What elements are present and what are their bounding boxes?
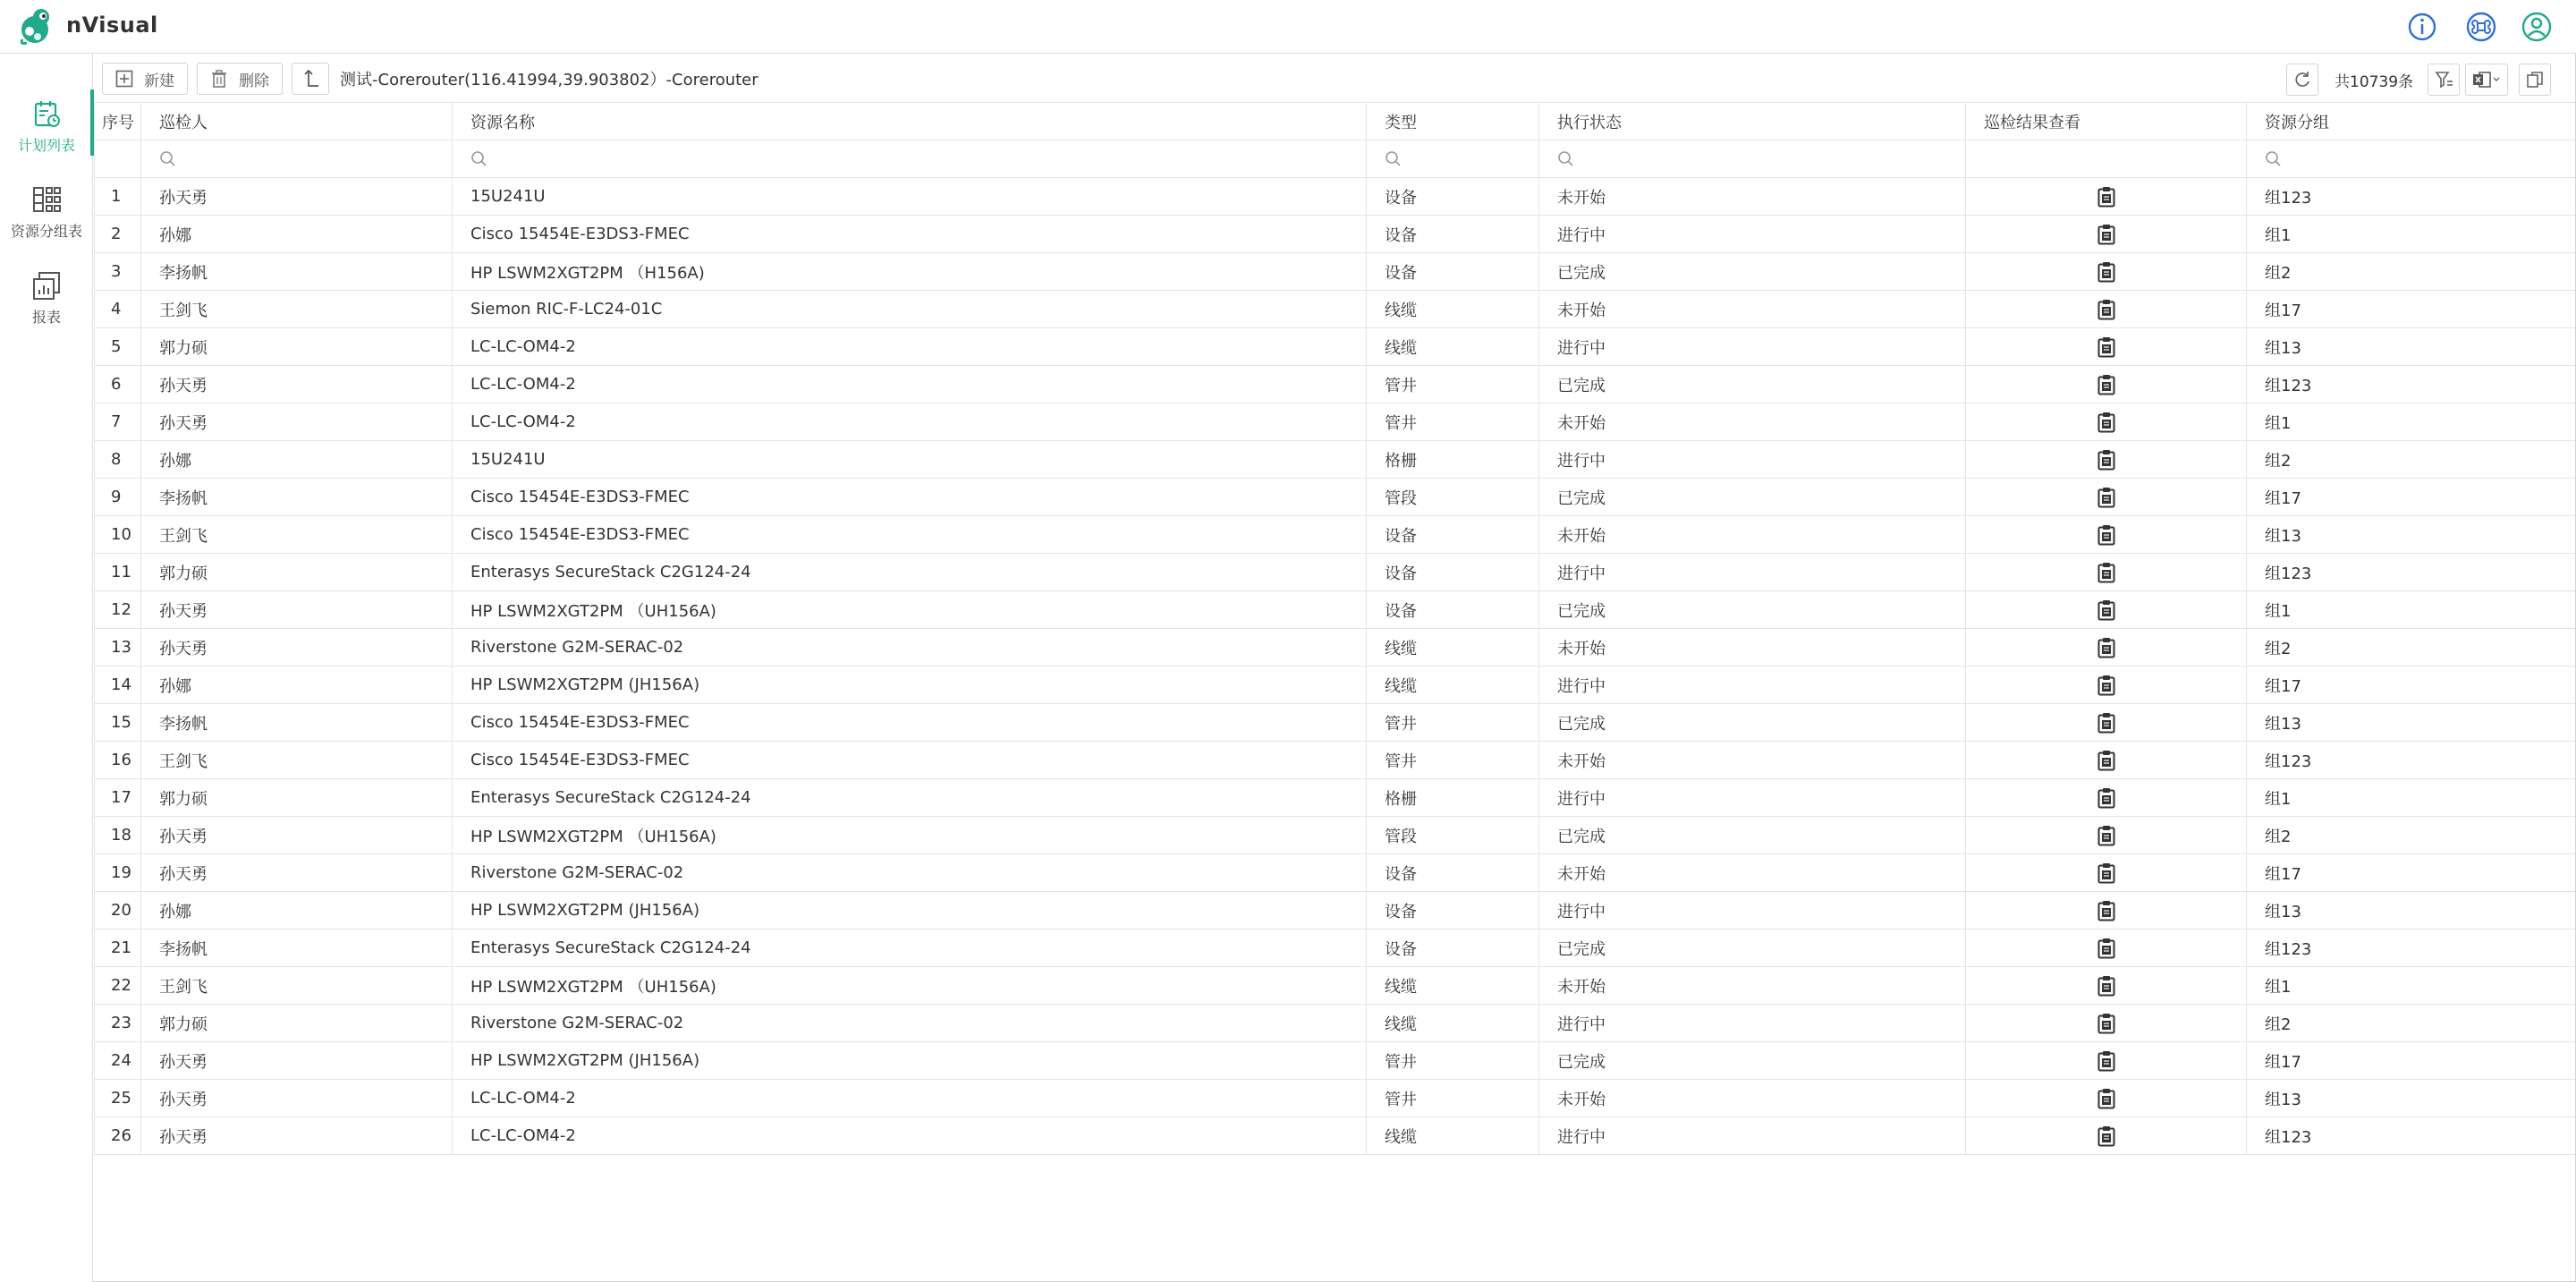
search-icon bbox=[1557, 150, 1575, 168]
view-result-button[interactable] bbox=[1966, 892, 2247, 930]
table-filter-row bbox=[95, 140, 2575, 178]
table-row[interactable] bbox=[95, 854, 2575, 892]
inspector-name: 孙娜 bbox=[141, 892, 453, 930]
resource-group: 组13 bbox=[2247, 704, 2575, 742]
resource-group: 组123 bbox=[2247, 554, 2575, 591]
sidebar-item-label: 计划列表 bbox=[17, 137, 75, 154]
resource-group: 组123 bbox=[2247, 1117, 2575, 1155]
row-index: 4 bbox=[95, 291, 141, 328]
view-result-button[interactable] bbox=[1966, 629, 2247, 666]
status-filter-input[interactable] bbox=[1539, 140, 1966, 178]
column-header[interactable]: 资源名称 bbox=[453, 103, 1367, 140]
row-index: 15 bbox=[95, 704, 141, 742]
column-header[interactable]: 巡检人 bbox=[141, 103, 453, 140]
resource-type: 设备 bbox=[1367, 892, 1539, 930]
view-result-button[interactable] bbox=[1966, 516, 2247, 554]
execution-status: 进行中 bbox=[1539, 441, 1966, 479]
filter-icon bbox=[2434, 70, 2453, 89]
clipboard-icon bbox=[2097, 637, 2116, 658]
execution-status: 已完成 bbox=[1539, 817, 1966, 854]
table-row[interactable] bbox=[95, 441, 2575, 479]
row-index: 13 bbox=[95, 629, 141, 666]
type-filter-input[interactable] bbox=[1367, 140, 1539, 178]
inspector-name: 王剑飞 bbox=[141, 967, 453, 1005]
table-row[interactable] bbox=[95, 216, 2575, 253]
filter-cell-empty bbox=[1966, 140, 2247, 178]
inspector-name: 孙娜 bbox=[141, 441, 453, 479]
resource-type: 设备 bbox=[1367, 854, 1539, 892]
toolbar bbox=[93, 54, 2576, 102]
resource-type: 设备 bbox=[1367, 516, 1539, 554]
inspector-name: 郭力硕 bbox=[141, 779, 453, 817]
view-result-button[interactable] bbox=[1966, 366, 2247, 403]
table-row[interactable] bbox=[95, 930, 2575, 967]
execution-status: 进行中 bbox=[1539, 216, 1966, 253]
inspector-name: 郭力硕 bbox=[141, 1005, 453, 1042]
table-row[interactable] bbox=[95, 1005, 2575, 1042]
resource-name: Cisco 15454E-E3DS3-FMEC bbox=[453, 216, 1367, 253]
clipboard-icon bbox=[2097, 1013, 2116, 1034]
resource-name: HP LSWM2XGT2PM （UH156A) bbox=[453, 967, 1367, 1005]
clipboard-icon bbox=[2097, 224, 2116, 245]
row-index: 18 bbox=[95, 817, 141, 854]
resource-type: 管井 bbox=[1367, 403, 1539, 441]
filter-cell-empty bbox=[95, 140, 141, 178]
resource-name: 15U241U bbox=[453, 441, 1367, 479]
resource-name: HP LSWM2XGT2PM （UH156A) bbox=[453, 591, 1367, 629]
execution-status: 未开始 bbox=[1539, 629, 1966, 666]
execution-status: 已完成 bbox=[1539, 253, 1966, 291]
inspector-name: 李扬帆 bbox=[141, 253, 453, 291]
clipboard-icon bbox=[2097, 787, 2116, 809]
row-index: 1 bbox=[95, 178, 141, 216]
row-index: 23 bbox=[95, 1005, 141, 1042]
resource-group: 组123 bbox=[2247, 366, 2575, 403]
delete-button-label: 删除 bbox=[239, 72, 269, 90]
resource-name: Riverstone G2M-SERAC-02 bbox=[453, 854, 1367, 892]
clipboard-icon bbox=[2097, 374, 2116, 395]
sidebar-item-report[interactable] bbox=[0, 261, 93, 335]
resource-name: 15U241U bbox=[453, 178, 1367, 216]
resource-group: 组123 bbox=[2247, 742, 2575, 779]
resource-group: 组13 bbox=[2247, 328, 2575, 366]
clipboard-icon bbox=[2097, 1088, 2116, 1109]
resource-name: Cisco 15454E-E3DS3-FMEC bbox=[453, 704, 1367, 742]
view-result-button[interactable] bbox=[1966, 967, 2247, 1005]
resource-type: 设备 bbox=[1367, 178, 1539, 216]
resource-group: 组2 bbox=[2247, 629, 2575, 666]
table-row[interactable] bbox=[95, 1117, 2575, 1155]
table-row[interactable] bbox=[95, 779, 2575, 817]
table-row[interactable] bbox=[95, 704, 2575, 742]
table-row[interactable] bbox=[95, 967, 2575, 1005]
table-row[interactable] bbox=[95, 253, 2575, 291]
row-index: 20 bbox=[95, 892, 141, 930]
clipboard-icon bbox=[2097, 975, 2116, 997]
resource-type: 设备 bbox=[1367, 930, 1539, 967]
clipboard-icon bbox=[2097, 562, 2116, 583]
row-index: 25 bbox=[95, 1080, 141, 1117]
inspector-name: 孙天勇 bbox=[141, 1042, 453, 1080]
row-index: 6 bbox=[95, 366, 141, 403]
execution-status: 未开始 bbox=[1539, 178, 1966, 216]
clipboard-icon bbox=[2097, 487, 2116, 508]
clipboard-icon bbox=[2097, 1125, 2116, 1147]
resource-name: HP LSWM2XGT2PM (JH156A) bbox=[453, 666, 1367, 704]
resource-name: Enterasys SecureStack C2G124-24 bbox=[453, 779, 1367, 817]
resource-group: 组1 bbox=[2247, 216, 2575, 253]
resource-name: HP LSWM2XGT2PM （UH156A) bbox=[453, 817, 1367, 854]
resource-name-filter-input[interactable] bbox=[453, 140, 1367, 178]
resource-name: LC-LC-OM4-2 bbox=[453, 366, 1367, 403]
table-row[interactable] bbox=[95, 591, 2575, 629]
group-filter-input[interactable] bbox=[2247, 140, 2575, 178]
view-result-button[interactable] bbox=[1966, 291, 2247, 328]
view-result-button[interactable] bbox=[1966, 1080, 2247, 1117]
execution-status: 已完成 bbox=[1539, 930, 1966, 967]
resource-group: 组2 bbox=[2247, 1005, 2575, 1042]
inspector-name: 王剑飞 bbox=[141, 516, 453, 554]
resource-name: LC-LC-OM4-2 bbox=[453, 403, 1367, 441]
resource-group: 组123 bbox=[2247, 178, 2575, 216]
inspector-name: 王剑飞 bbox=[141, 291, 453, 328]
view-result-button[interactable] bbox=[1966, 479, 2247, 516]
inspector-name: 王剑飞 bbox=[141, 742, 453, 779]
clipboard-icon bbox=[2097, 299, 2116, 320]
resource-type: 线缆 bbox=[1367, 1005, 1539, 1042]
clipboard-icon bbox=[2097, 261, 2116, 283]
row-index: 5 bbox=[95, 328, 141, 366]
resource-name: LC-LC-OM4-2 bbox=[453, 328, 1367, 366]
resource-type: 管段 bbox=[1367, 817, 1539, 854]
resource-name: Riverstone G2M-SERAC-02 bbox=[453, 1005, 1367, 1042]
inspector-name: 孙娜 bbox=[141, 666, 453, 704]
inspector-name: 孙天勇 bbox=[141, 1080, 453, 1117]
row-index: 9 bbox=[95, 479, 141, 516]
execution-status: 进行中 bbox=[1539, 666, 1966, 704]
resource-type: 管井 bbox=[1367, 366, 1539, 403]
resource-group: 组1 bbox=[2247, 591, 2575, 629]
app-header bbox=[0, 0, 2576, 54]
search-icon bbox=[2265, 150, 2283, 168]
inspector-name: 孙娜 bbox=[141, 216, 453, 253]
resource-group: 组1 bbox=[2247, 403, 2575, 441]
row-index: 24 bbox=[95, 1042, 141, 1080]
inspector-name: 孙天勇 bbox=[141, 854, 453, 892]
table-header-row bbox=[95, 103, 2575, 140]
view-result-button[interactable] bbox=[1966, 666, 2247, 704]
resource-type: 线缆 bbox=[1367, 967, 1539, 1005]
sidebar-item-label: 资源分组表 bbox=[10, 223, 82, 240]
execution-status: 进行中 bbox=[1539, 779, 1966, 817]
row-index: 7 bbox=[95, 403, 141, 441]
clipboard-icon bbox=[2097, 599, 2116, 621]
view-result-button[interactable] bbox=[1966, 742, 2247, 779]
refresh-icon bbox=[2292, 70, 2312, 89]
clipboard-icon bbox=[2097, 524, 2116, 546]
inspector-name: 李扬帆 bbox=[141, 704, 453, 742]
execution-status: 已完成 bbox=[1539, 479, 1966, 516]
search-icon bbox=[470, 150, 488, 168]
row-index: 3 bbox=[95, 253, 141, 291]
excel-export-icon bbox=[2472, 70, 2492, 89]
search-icon bbox=[1385, 150, 1402, 168]
table-row[interactable] bbox=[95, 1080, 2575, 1117]
resource-name: Siemon RIC-F-LC24-01C bbox=[453, 291, 1367, 328]
clipboard-icon bbox=[2097, 862, 2116, 884]
table-row[interactable] bbox=[95, 479, 2575, 516]
view-result-button[interactable] bbox=[1966, 554, 2247, 591]
plan-table bbox=[94, 102, 2575, 1155]
table-row[interactable] bbox=[95, 892, 2575, 930]
view-result-button[interactable] bbox=[1966, 216, 2247, 253]
resource-group: 组13 bbox=[2247, 892, 2575, 930]
copy-icon bbox=[2525, 70, 2545, 89]
table-row[interactable] bbox=[95, 178, 2575, 216]
clipboard-icon bbox=[2097, 712, 2116, 734]
new-button-label: 新建 bbox=[144, 72, 174, 90]
resource-type: 设备 bbox=[1367, 216, 1539, 253]
clipboard-icon bbox=[2097, 938, 2116, 959]
execution-status: 进行中 bbox=[1539, 1005, 1966, 1042]
execution-status: 未开始 bbox=[1539, 967, 1966, 1005]
clipboard-icon bbox=[2097, 186, 2116, 208]
resource-name: Cisco 15454E-E3DS3-FMEC bbox=[453, 742, 1367, 779]
resource-group: 组17 bbox=[2247, 854, 2575, 892]
inspector-filter-input[interactable] bbox=[141, 140, 453, 178]
filter-button[interactable] bbox=[2428, 64, 2460, 96]
row-index: 11 bbox=[95, 554, 141, 591]
level-up-icon bbox=[301, 69, 320, 89]
table-row[interactable] bbox=[95, 629, 2575, 666]
total-count: 共10739条 bbox=[2334, 73, 2414, 91]
resource-group: 组17 bbox=[2247, 666, 2575, 704]
execution-status: 未开始 bbox=[1539, 516, 1966, 554]
nvisual-logo-icon bbox=[18, 7, 55, 47]
clipboard-icon bbox=[2097, 336, 2116, 358]
resource-name: HP LSWM2XGT2PM （H156A) bbox=[453, 253, 1367, 291]
execution-status: 进行中 bbox=[1539, 554, 1966, 591]
column-header[interactable]: 资源分组 bbox=[2247, 103, 2575, 140]
clipboard-icon bbox=[2097, 449, 2116, 471]
view-result-button[interactable] bbox=[1966, 1042, 2247, 1080]
resource-name: LC-LC-OM4-2 bbox=[453, 1117, 1367, 1155]
refresh-button[interactable] bbox=[2286, 64, 2318, 96]
view-result-button[interactable] bbox=[1966, 441, 2247, 479]
row-index: 17 bbox=[95, 779, 141, 817]
execution-status: 已完成 bbox=[1539, 366, 1966, 403]
resource-name: HP LSWM2XGT2PM (JH156A) bbox=[453, 892, 1367, 930]
breadcrumb: 测试-Corerouter(116.41994,39.903802）-Corerouter bbox=[340, 71, 758, 89]
export-dropdown-button[interactable] bbox=[2465, 64, 2508, 96]
row-index: 12 bbox=[95, 591, 141, 629]
resource-group: 组123 bbox=[2247, 930, 2575, 967]
execution-status: 未开始 bbox=[1539, 854, 1966, 892]
view-result-button[interactable] bbox=[1966, 178, 2247, 216]
execution-status: 进行中 bbox=[1539, 328, 1966, 366]
plus-square-icon bbox=[115, 70, 133, 88]
execution-status: 未开始 bbox=[1539, 1080, 1966, 1117]
resource-type: 管井 bbox=[1367, 1080, 1539, 1117]
sidebar-item-resource-group[interactable] bbox=[0, 175, 93, 249]
inspector-name: 孙天勇 bbox=[141, 817, 453, 854]
app-title: nVisual bbox=[66, 13, 158, 38]
resource-name: Cisco 15454E-E3DS3-FMEC bbox=[453, 479, 1367, 516]
trash-icon bbox=[210, 70, 228, 88]
inspector-name: 郭力硕 bbox=[141, 554, 453, 591]
column-header[interactable]: 巡检结果查看 bbox=[1966, 103, 2247, 140]
resource-name: Riverstone G2M-SERAC-02 bbox=[453, 629, 1367, 666]
table-row[interactable] bbox=[95, 554, 2575, 591]
inspector-name: 郭力硕 bbox=[141, 328, 453, 366]
inspector-name: 孙天勇 bbox=[141, 178, 453, 216]
view-result-button[interactable] bbox=[1966, 930, 2247, 967]
row-index: 2 bbox=[95, 216, 141, 253]
resource-type: 管段 bbox=[1367, 479, 1539, 516]
plan-list-icon bbox=[31, 98, 62, 129]
up-level-button[interactable] bbox=[292, 63, 329, 95]
resource-type: 设备 bbox=[1367, 253, 1539, 291]
inspector-name: 孙天勇 bbox=[141, 591, 453, 629]
resource-type: 管井 bbox=[1367, 742, 1539, 779]
table-row[interactable] bbox=[95, 516, 2575, 554]
resource-type: 设备 bbox=[1367, 591, 1539, 629]
resource-type: 格栅 bbox=[1367, 441, 1539, 479]
resource-group: 组17 bbox=[2247, 1042, 2575, 1080]
view-result-button[interactable] bbox=[1966, 854, 2247, 892]
chevron-down-icon bbox=[2492, 75, 2501, 84]
view-result-button[interactable] bbox=[1966, 779, 2247, 817]
clipboard-icon bbox=[2097, 900, 2116, 921]
resource-group: 组13 bbox=[2247, 516, 2575, 554]
resource-type: 线缆 bbox=[1367, 291, 1539, 328]
resource-group-icon bbox=[31, 184, 62, 215]
column-header[interactable]: 执行状态 bbox=[1539, 103, 1966, 140]
user-icon[interactable] bbox=[2521, 11, 2553, 43]
clipboard-icon bbox=[2097, 675, 2116, 696]
row-index: 10 bbox=[95, 516, 141, 554]
table-row[interactable] bbox=[95, 366, 2575, 403]
resource-type: 管井 bbox=[1367, 704, 1539, 742]
resource-type: 格栅 bbox=[1367, 779, 1539, 817]
search-icon bbox=[159, 150, 177, 168]
view-result-button[interactable] bbox=[1966, 1005, 2247, 1042]
resource-group: 组2 bbox=[2247, 253, 2575, 291]
view-result-button[interactable] bbox=[1966, 591, 2247, 629]
table-row[interactable] bbox=[95, 1042, 2575, 1080]
resource-group: 组2 bbox=[2247, 817, 2575, 854]
table-row[interactable] bbox=[95, 403, 2575, 441]
resource-type: 线缆 bbox=[1367, 629, 1539, 666]
clipboard-icon bbox=[2097, 825, 2116, 846]
inspector-name: 孙天勇 bbox=[141, 403, 453, 441]
sidebar bbox=[0, 54, 93, 1282]
report-icon bbox=[31, 270, 62, 301]
info-icon[interactable] bbox=[2406, 11, 2438, 43]
resource-type: 设备 bbox=[1367, 554, 1539, 591]
inspector-name: 李扬帆 bbox=[141, 930, 453, 967]
inspector-name: 孙天勇 bbox=[141, 629, 453, 666]
table-row[interactable] bbox=[95, 328, 2575, 366]
view-result-button[interactable] bbox=[1966, 704, 2247, 742]
resource-group: 组17 bbox=[2247, 291, 2575, 328]
execution-status: 进行中 bbox=[1539, 1117, 1966, 1155]
row-index: 19 bbox=[95, 854, 141, 892]
resource-type: 线缆 bbox=[1367, 666, 1539, 704]
resource-group: 组17 bbox=[2247, 479, 2575, 516]
inspector-name: 孙天勇 bbox=[141, 1117, 453, 1155]
view-result-button[interactable] bbox=[1966, 1117, 2247, 1155]
table-row[interactable] bbox=[95, 291, 2575, 328]
resource-group: 组1 bbox=[2247, 967, 2575, 1005]
execution-status: 未开始 bbox=[1539, 291, 1966, 328]
execution-status: 已完成 bbox=[1539, 1042, 1966, 1080]
execution-status: 已完成 bbox=[1539, 591, 1966, 629]
clipboard-icon bbox=[2097, 412, 2116, 433]
table-row[interactable] bbox=[95, 742, 2575, 779]
column-header[interactable]: 序号 bbox=[95, 103, 141, 140]
execution-status: 已完成 bbox=[1539, 704, 1966, 742]
resource-type: 线缆 bbox=[1367, 1117, 1539, 1155]
row-index: 22 bbox=[95, 967, 141, 1005]
clipboard-icon bbox=[2097, 1050, 2116, 1072]
column-header[interactable]: 类型 bbox=[1367, 103, 1539, 140]
row-index: 16 bbox=[95, 742, 141, 779]
table-body bbox=[95, 178, 2575, 1155]
table-row[interactable] bbox=[95, 817, 2575, 854]
view-result-button[interactable] bbox=[1966, 253, 2247, 291]
new-button[interactable] bbox=[102, 63, 188, 95]
sidebar-item-label: 报表 bbox=[31, 309, 61, 326]
resource-group: 组1 bbox=[2247, 779, 2575, 817]
resource-group: 组13 bbox=[2247, 1080, 2575, 1117]
table-row[interactable] bbox=[95, 666, 2575, 704]
view-result-button[interactable] bbox=[1966, 403, 2247, 441]
resource-group: 组2 bbox=[2247, 441, 2575, 479]
row-index: 21 bbox=[95, 930, 141, 967]
inspector-name: 孙天勇 bbox=[141, 366, 453, 403]
resource-type: 线缆 bbox=[1367, 328, 1539, 366]
row-index: 14 bbox=[95, 666, 141, 704]
row-index: 26 bbox=[95, 1117, 141, 1155]
view-result-button[interactable] bbox=[1966, 817, 2247, 854]
delete-button[interactable] bbox=[197, 63, 283, 95]
execution-status: 未开始 bbox=[1539, 403, 1966, 441]
resource-name: HP LSWM2XGT2PM (JH156A) bbox=[453, 1042, 1367, 1080]
view-result-button[interactable] bbox=[1966, 328, 2247, 366]
resource-name: Enterasys SecureStack C2G124-24 bbox=[453, 554, 1367, 591]
row-index: 8 bbox=[95, 441, 141, 479]
execution-status: 未开始 bbox=[1539, 742, 1966, 779]
clipboard-icon bbox=[2097, 750, 2116, 771]
inspector-name: 李扬帆 bbox=[141, 479, 453, 516]
resource-name: Cisco 15454E-E3DS3-FMEC bbox=[453, 516, 1367, 554]
command-icon[interactable] bbox=[2465, 11, 2497, 43]
execution-status: 进行中 bbox=[1539, 892, 1966, 930]
sidebar-item-plan-list[interactable] bbox=[0, 89, 93, 163]
resource-type: 管井 bbox=[1367, 1042, 1539, 1080]
resource-name: LC-LC-OM4-2 bbox=[453, 1080, 1367, 1117]
copy-button[interactable] bbox=[2519, 64, 2551, 96]
resource-name: Enterasys SecureStack C2G124-24 bbox=[453, 930, 1367, 967]
